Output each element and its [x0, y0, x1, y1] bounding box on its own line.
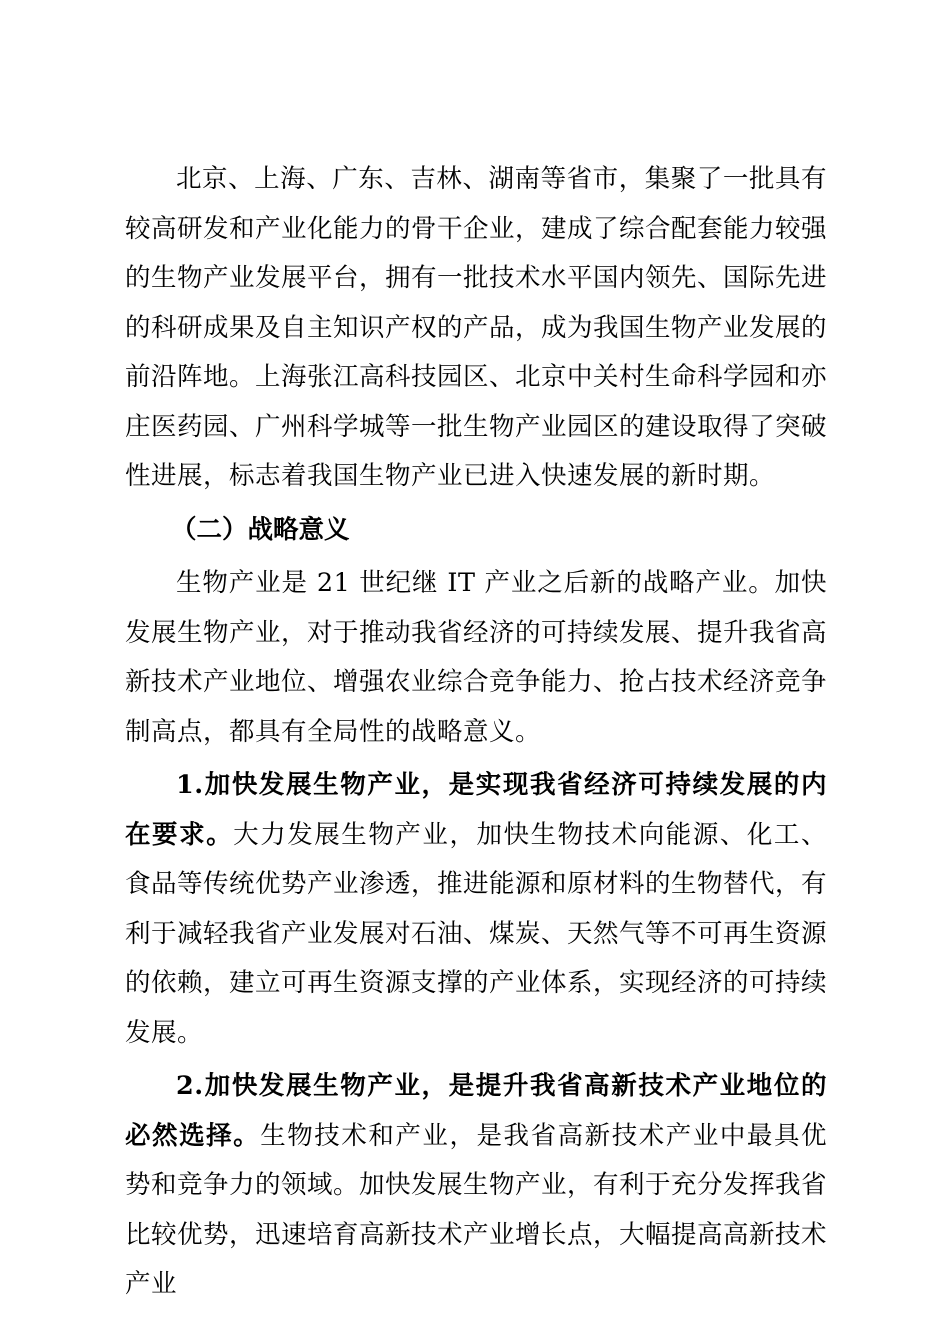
point-2-lead: 2.加快发展生物产业，是提升我省高新技术产业地位的必然选择。 [125, 1071, 827, 1151]
paragraph-strategic-industry: 生物产业是 21 世纪继 IT 产业之后新的战略产业。加快发展生物产业，对于推动我省经济的可持续发展、提升我省高新技术产业地位、增强农业综合竞争能力、抢占技术经济竞争制高点，都具有全局性的战略意义。 [125, 568, 828, 747]
paragraph-point-2 [125, 1062, 827, 1310]
point-1-body: 大力发展生物产业，加快生物技术向能源、化工、食品等传统优势产业渗透，推进能源和原材料的生物替代，有利于减轻我省产业发展对石油、煤炭、天然气等不可再生资源的依赖，建立可再生资源支撑的产业体系，实现经济的可持续发展。 [125, 819, 828, 1048]
point-2-body: 生物技术和产业，是我省高新技术产业中最具优势和竞争力的领域。加快发展生物产业，有利于充分发挥我省比较优势，迅速培育高新技术产业增长点，大幅提高高新技术产业 [125, 1120, 828, 1299]
point-1-lead: 1.加快发展生物产业，是实现我省经济可持续发展的内在要求。 [125, 770, 827, 850]
section-heading-strategic-significance: （二）战略意义 [171, 514, 350, 545]
paragraph-industry-bases: 北京、上海、广东、吉林、湖南等省市，集聚了一批具有较高研发和产业化能力的骨干企业，建成了综合配套能力较强的生物产业发展平台，拥有一批技术水平国内领先、国际先进的科研成果及自主知识产权的产品，成为我国生物产业发展的前沿阵地。上海张江高科技园区、北京中关村生命科学园和亦庄医药园、广州科学城等一批生物产业园区的建设取得了突破性进展，标志着我国生物产业已进入快速发展的新时期。 [125, 164, 828, 491]
document-body [125, 155, 827, 1310]
paragraph-point-1 [125, 761, 827, 1058]
